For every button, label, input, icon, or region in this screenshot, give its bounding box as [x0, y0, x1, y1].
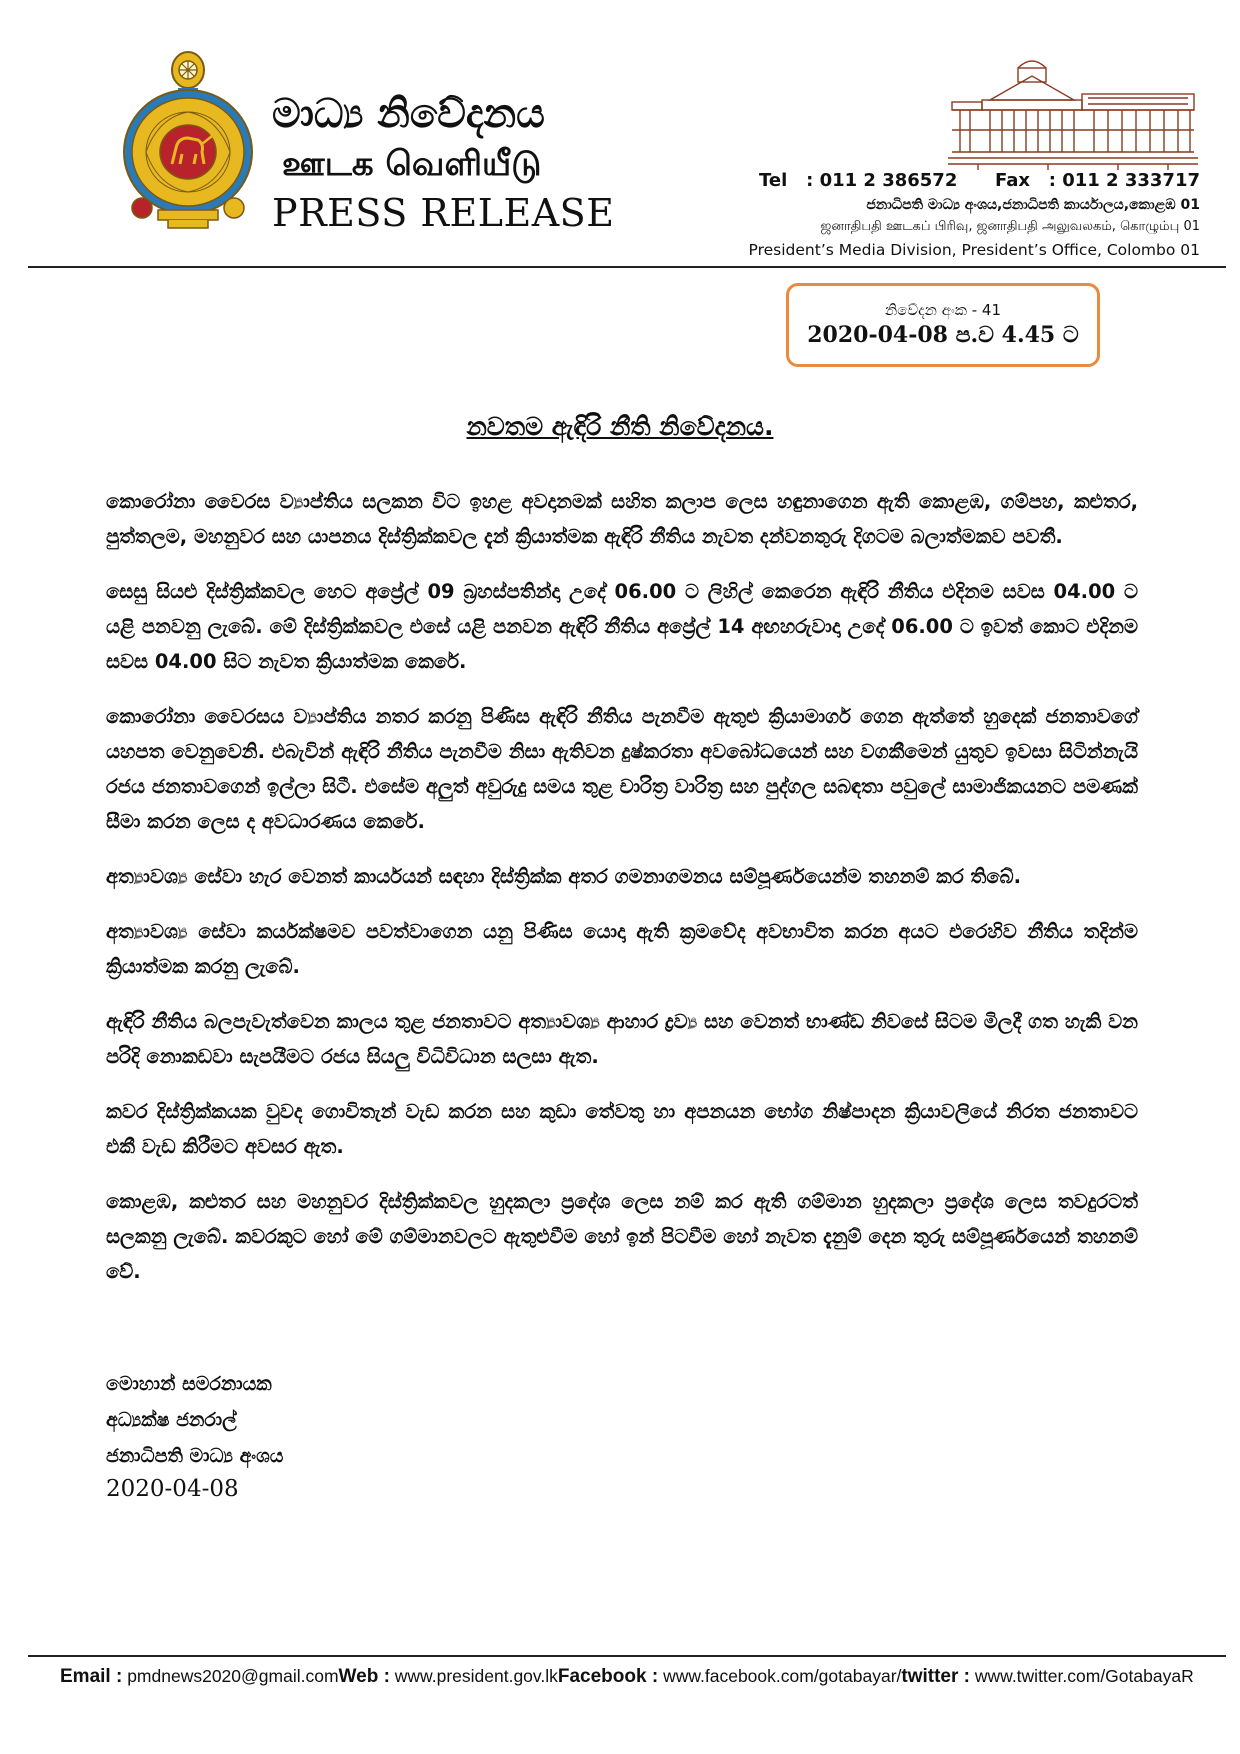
web-label: Web :	[338, 1666, 390, 1687]
signatory-title: අධ්‍යක්ෂ ජනරාල්	[106, 1409, 237, 1431]
presidential-secretariat-building-icon	[948, 52, 1198, 170]
footer-web	[339, 1666, 558, 1688]
contact-block	[700, 168, 1200, 262]
reference-number: නිවේදන අංක - 41	[884, 301, 1002, 319]
address-sinhala: ජනාධිපති මාධ්‍ය අංශය,ජනාධිපති කාර්යාලය,කොළඹ 01	[866, 197, 1200, 213]
release-date: 2020-04-08	[106, 1476, 239, 1502]
address-tamil: ஜனாதிபதி ஊடகப் பிரிவு, ஜனாதிபதி அலுவலகம், கொழும்பு 01	[820, 219, 1200, 234]
title-block	[272, 88, 614, 238]
footer-twitter	[901, 1666, 1193, 1688]
title-tamil: ஊடக வெளியீடு	[282, 144, 542, 184]
paragraph: අත්‍යාවශ්‍ය සේවා කර්යක්ෂමව පවත්වාගෙන යනු පිණිස යොදා ඇති ක්‍රමවේද අවභාවිත කරන අයට එරෙහිව නීතිය තදින්ම ක්‍රියාත්මක කරනු ලැබේ.	[106, 920, 1138, 978]
release-heading: නවතම ඇඳිරි නීති නිවේදනය.	[466, 412, 774, 441]
twitter-label: twitter :	[901, 1666, 970, 1687]
facebook-label: Facebook :	[557, 1666, 659, 1687]
footer	[60, 1666, 1194, 1688]
paragraph: ඇඳිරි නීතිය බලපැවැත්වෙන කාලය තුළ ජනතාවට අත්‍යාවශ්‍ය ආහාර ද්‍රව්‍ය සහ වෙනත් භාණ්ඩ නිවසේ සිටම මිලදී ගත හැකි වන පරිදි නොකඩවා සැපයීමට රජය සියලු විධිවිධාන සලසා ඇත.	[106, 1010, 1138, 1068]
paragraph: කොරෝනා වෛරස ව්‍යාප්තිය සලකන විට ඉහළ අවදානමක් සහිත කලාප ලෙස හඳුනාගෙන ඇති කොළඹ, ගම්පහ, කළුතර, පුත්තලම, මහනුවර සහ යාපනය දිස්ත්‍රික්කවල දැන් ක්‍රියාත්මක ඇඳිරි නීතිය නැවත දන්වනතුරු දිගටම බලාත්මකව පවතී.	[106, 490, 1138, 548]
web-link[interactable]: www.president.gov.lk	[394, 1666, 558, 1686]
facebook-link[interactable]: www.facebook.com/gotabayar/	[663, 1666, 902, 1686]
tel-fax-line: Tel : 011 2 386572 Fax : 011 2 333717	[759, 170, 1200, 191]
paragraph: කවර දිස්ත්‍රික්කයක වුවද ගොවිතැන් වැඩ කරන සහ කුඩා තේවතු හා අපනයන භෝග නිෂ්පාදන ක්‍රියාවලියේ නිරත ජනතාවට එකී වැඩ කිරීමට අවසර ඇත.	[106, 1100, 1138, 1158]
footer-email	[60, 1666, 339, 1688]
signatory-name: මොහාන් සමරනායක	[106, 1373, 272, 1395]
footer-divider	[28, 1655, 1226, 1657]
paragraph: කොරෝනා වෛරසය ව්‍යාප්තිය නතර කරනු පිණිස ඇඳිරි නීතිය පැනවීම ඇතුළු ක්‍රියාමාර්ග ගෙන ඇත්තේ හුදෙක් ජනතාවගේ යහපත වෙනුවෙනි. එබැවින් ඇඳිරි නීතිය පැනවීම නිසා ඇතිවන දුෂ්කරතා අවබෝධයෙන් සහ වගකීමෙන් යුතුව ඉවසා සිටින්නැයි රජය ජනතාවගෙන් ඉල්ලා සිටී. එසේම අලුත් අවුරුදු සමය තුළ චාරිත්‍ර වාරිත්‍ර සහ පුද්ගල සබඳතා පවුලේ සාමාජිකයනට පමණක් සීමා කරන ලෙස ද අවධාරණය කෙරේ.	[106, 705, 1138, 833]
signature-block	[106, 1366, 283, 1474]
email-link[interactable]: pmdnews2020@gmail.com	[127, 1666, 339, 1686]
release-body	[106, 484, 1138, 1309]
reference-box	[786, 283, 1100, 367]
reference-datetime: 2020-04-08 ප.ව 4.45 ට	[807, 322, 1079, 348]
twitter-link[interactable]: www.twitter.com/GotabayaR	[974, 1666, 1194, 1686]
paragraph: කොළඹ, කළුතර සහ මහනුවර දිස්ත්‍රික්කවල හුදකලා ප්‍රදේශ ලෙස නම් කර ඇති ගම්මාන හුදකලා ප්‍රදේශ ලෙස තවදුරටත් සලකනු ලැබේ. කවරකුට හෝ මේ ගම්මානවලට ඇතුළුවීම හෝ ඉන් පිටවීම හෝ නැවත දැනුම් දෙන තුරු සම්පූර්ණයෙන් තහනම් වේ.	[106, 1190, 1138, 1283]
sri-lanka-emblem-icon	[118, 48, 258, 233]
header-divider	[28, 266, 1226, 268]
footer-facebook	[558, 1666, 902, 1688]
paragraph: සෙසු සියළු දිස්ත්‍රික්කවල හෙට අප්‍රේල් 09 බ්‍රහස්පතින්දා උදේ 06.00 ට ලිහිල් කෙරෙන ඇඳිරි නීතිය එදිනම සවස 04.00 ට යළි පනවනු ලැබේ. මේ දිස්ත්‍රික්කවල එසේ යළි පනවන ඇඳිරි නීතිය අප්‍රේල් 14 අඟහරුවාදා උදේ 06.00 ට ඉවත් කොට එදිනම සවස 04.00 සිට නැවත ක්‍රියාත්මක කෙරේ.	[106, 580, 1138, 673]
title-english: PRESS RELEASE	[272, 191, 615, 235]
address-english: President’s Media Division, President’s Office, Colombo 01	[748, 241, 1200, 259]
paragraph: අත්‍යාවශ්‍ය සේවා හැර වෙනත් කාර්යයන් සඳහා දිස්ත්‍රික්ක අතර ගමනාගමනය සම්පූර්ණයෙන්ම තහනම් කර තිබේ.	[106, 865, 1021, 888]
title-sinhala: මාධ්‍ය නිවේදනය	[272, 91, 545, 137]
signatory-office: ජනාධිපති මාධ්‍ය අංශය	[106, 1445, 284, 1467]
email-label: Email :	[60, 1666, 123, 1687]
